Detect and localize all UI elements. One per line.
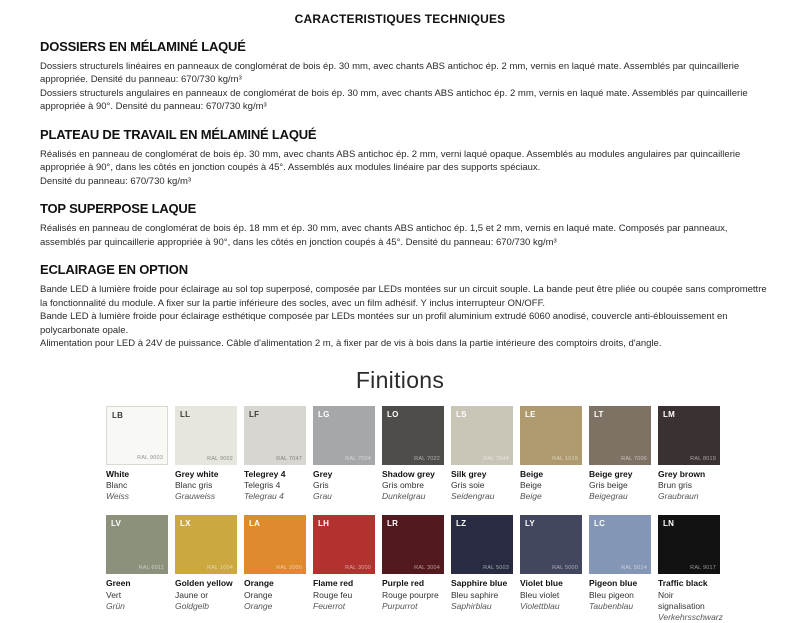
section-paragraph: Bande LED à lumière froide pour éclairage esthétique composée par LEDs montées sur un profil aluminium extrudé 6060 anodisé, couvercle anti-éblouissement en polycarbonate opale. bbox=[40, 311, 728, 336]
finish-swatch bbox=[520, 406, 582, 503]
finish-code-label: LB bbox=[112, 410, 124, 420]
finish-color-chip bbox=[658, 406, 720, 465]
finish-name-english: Beige bbox=[520, 468, 544, 479]
section-paragraph: Alimentation pour LED à 24V de puissance. Câble d'alimentation 2 m, à fixer par de vis à bois dans la partie intérieure des comptoirs droits, d'angle. bbox=[40, 338, 662, 350]
finish-code-label: LR bbox=[387, 519, 399, 529]
finish-name-german: Seidengrau bbox=[451, 491, 495, 502]
finish-name-french: Rouge feu bbox=[313, 589, 353, 600]
ral-code-label: RAL 7006 bbox=[621, 455, 647, 462]
finish-color-chip bbox=[451, 406, 513, 465]
finish-color-chip bbox=[451, 515, 513, 574]
ral-code-label: RAL 7022 bbox=[414, 455, 440, 462]
ral-code-label: RAL 9002 bbox=[207, 455, 233, 462]
finish-name-english: White bbox=[106, 468, 130, 479]
finish-name-english: Green bbox=[106, 578, 131, 589]
finish-name-german: Dunkelgrau bbox=[382, 491, 426, 502]
finitions-title: Finitions bbox=[355, 366, 445, 393]
finish-name-german: Telegrau 4 bbox=[244, 491, 284, 502]
finish-name-french: Gris soie bbox=[451, 480, 485, 490]
finish-name-french: Noir signalisation bbox=[658, 589, 705, 611]
finitions-row-1 bbox=[106, 406, 726, 503]
section-paragraph: Bande LED à lumière froide pour éclairage au sol top superposé, composée par LEDs montées sur un circuit souple. La bande peut être pliée ou coupée sans compromettre la fonctionnalité du module. A fixer sur la partie inférieure des socles, avec un film adhésif. Y inclus interrupteur ON/OFF. bbox=[40, 284, 767, 309]
finish-color-chip bbox=[313, 406, 375, 465]
finish-name-german: Beigegrau bbox=[589, 491, 628, 502]
finish-name-english: Violet blue bbox=[520, 578, 563, 589]
finish-code-label: LO bbox=[387, 409, 399, 419]
section-plateau bbox=[40, 127, 770, 188]
finish-swatch bbox=[244, 515, 306, 623]
finish-swatch bbox=[106, 406, 168, 503]
finish-swatch bbox=[520, 515, 582, 623]
finish-color-chip bbox=[658, 515, 720, 574]
finish-name-german: Orange bbox=[244, 600, 273, 611]
finish-code-label: LF bbox=[249, 409, 260, 419]
ral-code-label: RAL 6011 bbox=[138, 565, 164, 572]
finish-color-chip bbox=[382, 515, 444, 574]
finitions-grid bbox=[106, 406, 726, 623]
finish-color-chip bbox=[175, 406, 237, 465]
finish-code-label: LV bbox=[111, 519, 122, 529]
finish-code-label: LC bbox=[594, 519, 606, 529]
finish-name-french: Gris bbox=[313, 480, 329, 490]
ral-code-label: RAL 7004 bbox=[345, 455, 371, 462]
finish-swatch bbox=[175, 406, 237, 503]
finish-name-english: Pigeon blue bbox=[589, 578, 638, 589]
finish-name-english: Golden yellow bbox=[175, 578, 233, 589]
finish-color-chip bbox=[175, 515, 237, 574]
finish-name-german: Taubenblau bbox=[589, 600, 634, 611]
finish-code-label: LS bbox=[456, 409, 467, 419]
section-paragraph: Réalisés en panneau de conglomérat de bois ép. 30 mm, avec chants ABS antichoc ép. 2 mm, verni laqué opaque. Assemblés au modules angulaires par quincaillerie appropriée à 90°, dans les côtés en jonction coupés à 45°. Assemblés aux modules linéaire par des supports spéciaux. bbox=[40, 148, 741, 174]
finish-name-french: Blanc bbox=[106, 480, 128, 490]
finish-name-french: Vert bbox=[106, 589, 122, 600]
finish-code-label: LZ bbox=[456, 519, 467, 529]
finish-name-german: Grün bbox=[106, 600, 125, 611]
finish-swatch bbox=[244, 406, 306, 503]
finish-name-french: Bleu saphire bbox=[451, 589, 499, 600]
finish-name-german: Verkehrsschwarz bbox=[658, 612, 723, 623]
section-heading: PLATEAU DE TRAVAIL EN MÉLAMINÉ LAQUÉ bbox=[40, 126, 317, 142]
finish-name-french: Gris ombre bbox=[382, 480, 425, 490]
finish-name-german: Violettblau bbox=[520, 600, 560, 611]
finish-name-german: Grau bbox=[313, 491, 332, 502]
finish-code-label: LH bbox=[318, 519, 330, 529]
finish-color-chip bbox=[313, 515, 375, 574]
finish-code-label: LM bbox=[663, 409, 675, 419]
finish-name-french: Jaune or bbox=[175, 589, 209, 600]
finish-swatch bbox=[382, 406, 444, 503]
finish-color-chip bbox=[589, 406, 651, 465]
ral-code-label: RAL 9017 bbox=[690, 565, 716, 572]
finish-swatch bbox=[313, 406, 375, 503]
finish-color-chip bbox=[244, 515, 306, 574]
finish-swatch bbox=[451, 406, 513, 503]
finish-color-chip bbox=[106, 515, 168, 574]
finish-name-french: Orange bbox=[244, 589, 273, 600]
finish-swatch bbox=[589, 406, 651, 503]
finish-name-english: Orange bbox=[244, 578, 274, 589]
ral-code-label: RAL 2000 bbox=[276, 565, 302, 572]
finish-name-english: Flame red bbox=[313, 578, 354, 589]
finish-swatch bbox=[658, 406, 720, 503]
finish-name-french: Bleu violet bbox=[520, 589, 560, 600]
finish-name-german: Feuerrot bbox=[313, 600, 346, 611]
ral-code-label: RAL 7047 bbox=[276, 455, 302, 462]
finish-name-english: Grey brown bbox=[658, 468, 706, 479]
section-dossiers bbox=[40, 39, 770, 114]
finish-swatch bbox=[589, 515, 651, 623]
finish-name-english: Traffic black bbox=[658, 578, 708, 589]
section-top-superpose bbox=[40, 201, 770, 249]
ral-code-label: RAL 1004 bbox=[207, 565, 233, 572]
ral-code-label: RAL 9003 bbox=[137, 454, 163, 461]
finish-name-german: Goldgelb bbox=[175, 600, 210, 611]
finish-color-chip bbox=[106, 406, 168, 465]
section-heading: TOP SUPERPOSE LAQUE bbox=[40, 201, 197, 217]
finish-name-german: Grauweiss bbox=[175, 491, 216, 502]
finish-name-german: Weiss bbox=[106, 491, 129, 502]
section-paragraph: Dossiers structurels linéaires en panneaux de conglomérat de bois ép. 30 mm, avec chants ABS antichoc ép. 2 mm, vernis en laqué mate. Assemblés par quincaillerie appropriée. Densité du panneau: 670/730 kg/m³ bbox=[40, 61, 740, 86]
finish-code-label: LY bbox=[525, 519, 535, 529]
finish-swatch bbox=[313, 515, 375, 623]
finish-name-english: Silk grey bbox=[451, 468, 487, 479]
finish-name-english: Telegrey 4 bbox=[244, 468, 286, 479]
finish-name-french: Brun gris bbox=[658, 480, 693, 490]
ral-code-label: RAL 7044 bbox=[483, 455, 509, 462]
ral-code-label: RAL 8019 bbox=[690, 455, 716, 462]
finish-name-german: Graubraun bbox=[658, 491, 699, 502]
page-title: CARACTERISTIQUES TECHNIQUES bbox=[294, 12, 506, 26]
finish-code-label: LX bbox=[180, 519, 191, 529]
section-heading: ECLAIRAGE EN OPTION bbox=[40, 262, 188, 278]
finish-swatch bbox=[175, 515, 237, 623]
finish-swatch bbox=[451, 515, 513, 623]
finish-name-english: Shadow grey bbox=[382, 468, 435, 479]
finish-color-chip bbox=[589, 515, 651, 574]
finish-name-french: Gris beige bbox=[589, 480, 628, 490]
ral-code-label: RAL 5000 bbox=[552, 565, 578, 572]
finish-name-german: Beige bbox=[520, 491, 542, 502]
ral-code-label: RAL 1019 bbox=[552, 455, 578, 462]
finish-code-label: LT bbox=[594, 409, 604, 419]
finish-code-label: LE bbox=[525, 409, 536, 419]
finish-name-french: Bleu pigeon bbox=[589, 589, 634, 600]
finish-name-english: Grey bbox=[313, 468, 333, 479]
section-paragraph: Réalisés en panneau de conglomérat de bois ép. 18 mm et ép. 30 mm, avec chants ABS antichoc ép. 1,5 et 2 mm, vernis en laqué mate. Composés par panneaux, assemblés par quincaillerie appropriée à 90°, dans les côtés en jonction coupés à 45°. Densité du panneau: 670/730 kg/m³ bbox=[40, 223, 728, 248]
finitions-row-2 bbox=[106, 515, 726, 623]
finish-code-label: LA bbox=[249, 519, 261, 529]
ral-code-label: RAL 5003 bbox=[483, 565, 509, 572]
ral-code-label: RAL 5014 bbox=[621, 565, 647, 572]
section-eclairage bbox=[40, 262, 770, 350]
finish-color-chip bbox=[244, 406, 306, 465]
finish-name-french: Telegris 4 bbox=[244, 480, 281, 490]
finish-name-german: Saphirblau bbox=[451, 600, 492, 611]
finish-name-french: Blanc gris bbox=[175, 480, 213, 490]
ral-code-label: RAL 3004 bbox=[414, 565, 440, 572]
section-paragraph: Densité du panneau: 670/730 kg/m³ bbox=[40, 175, 192, 187]
finish-code-label: LL bbox=[180, 409, 191, 419]
finish-name-english: Sapphire blue bbox=[451, 578, 508, 589]
finish-swatch bbox=[106, 515, 168, 623]
finish-swatch bbox=[658, 515, 723, 623]
spec-content bbox=[40, 39, 770, 351]
finish-name-french: Beige bbox=[520, 480, 542, 490]
finish-code-label: LN bbox=[663, 519, 675, 529]
finish-color-chip bbox=[382, 406, 444, 465]
finish-name-english: Purple red bbox=[382, 578, 425, 589]
section-heading: DOSSIERS EN MÉLAMINÉ LAQUÉ bbox=[40, 39, 246, 54]
finish-swatch bbox=[382, 515, 444, 623]
finish-color-chip bbox=[520, 515, 582, 574]
finish-code-label: LG bbox=[318, 409, 330, 419]
section-paragraph: Dossiers structurels angulaires en panneaux de conglomérat de bois ép. 30 mm, avec chants ABS antichoc ép. 2 mm, vernis en laqué mate. Assemblés par quincaillerie appropriée à 90°. Densité du panneau: 670/730 kg/m³ bbox=[40, 87, 748, 113]
finish-name-english: Grey white bbox=[175, 468, 219, 479]
ral-code-label: RAL 3000 bbox=[345, 565, 371, 572]
finish-name-english: Beige grey bbox=[589, 468, 633, 479]
finish-name-french: Rouge pourpre bbox=[382, 589, 439, 600]
finish-name-german: Purpurrot bbox=[382, 600, 418, 611]
finish-color-chip bbox=[520, 406, 582, 465]
